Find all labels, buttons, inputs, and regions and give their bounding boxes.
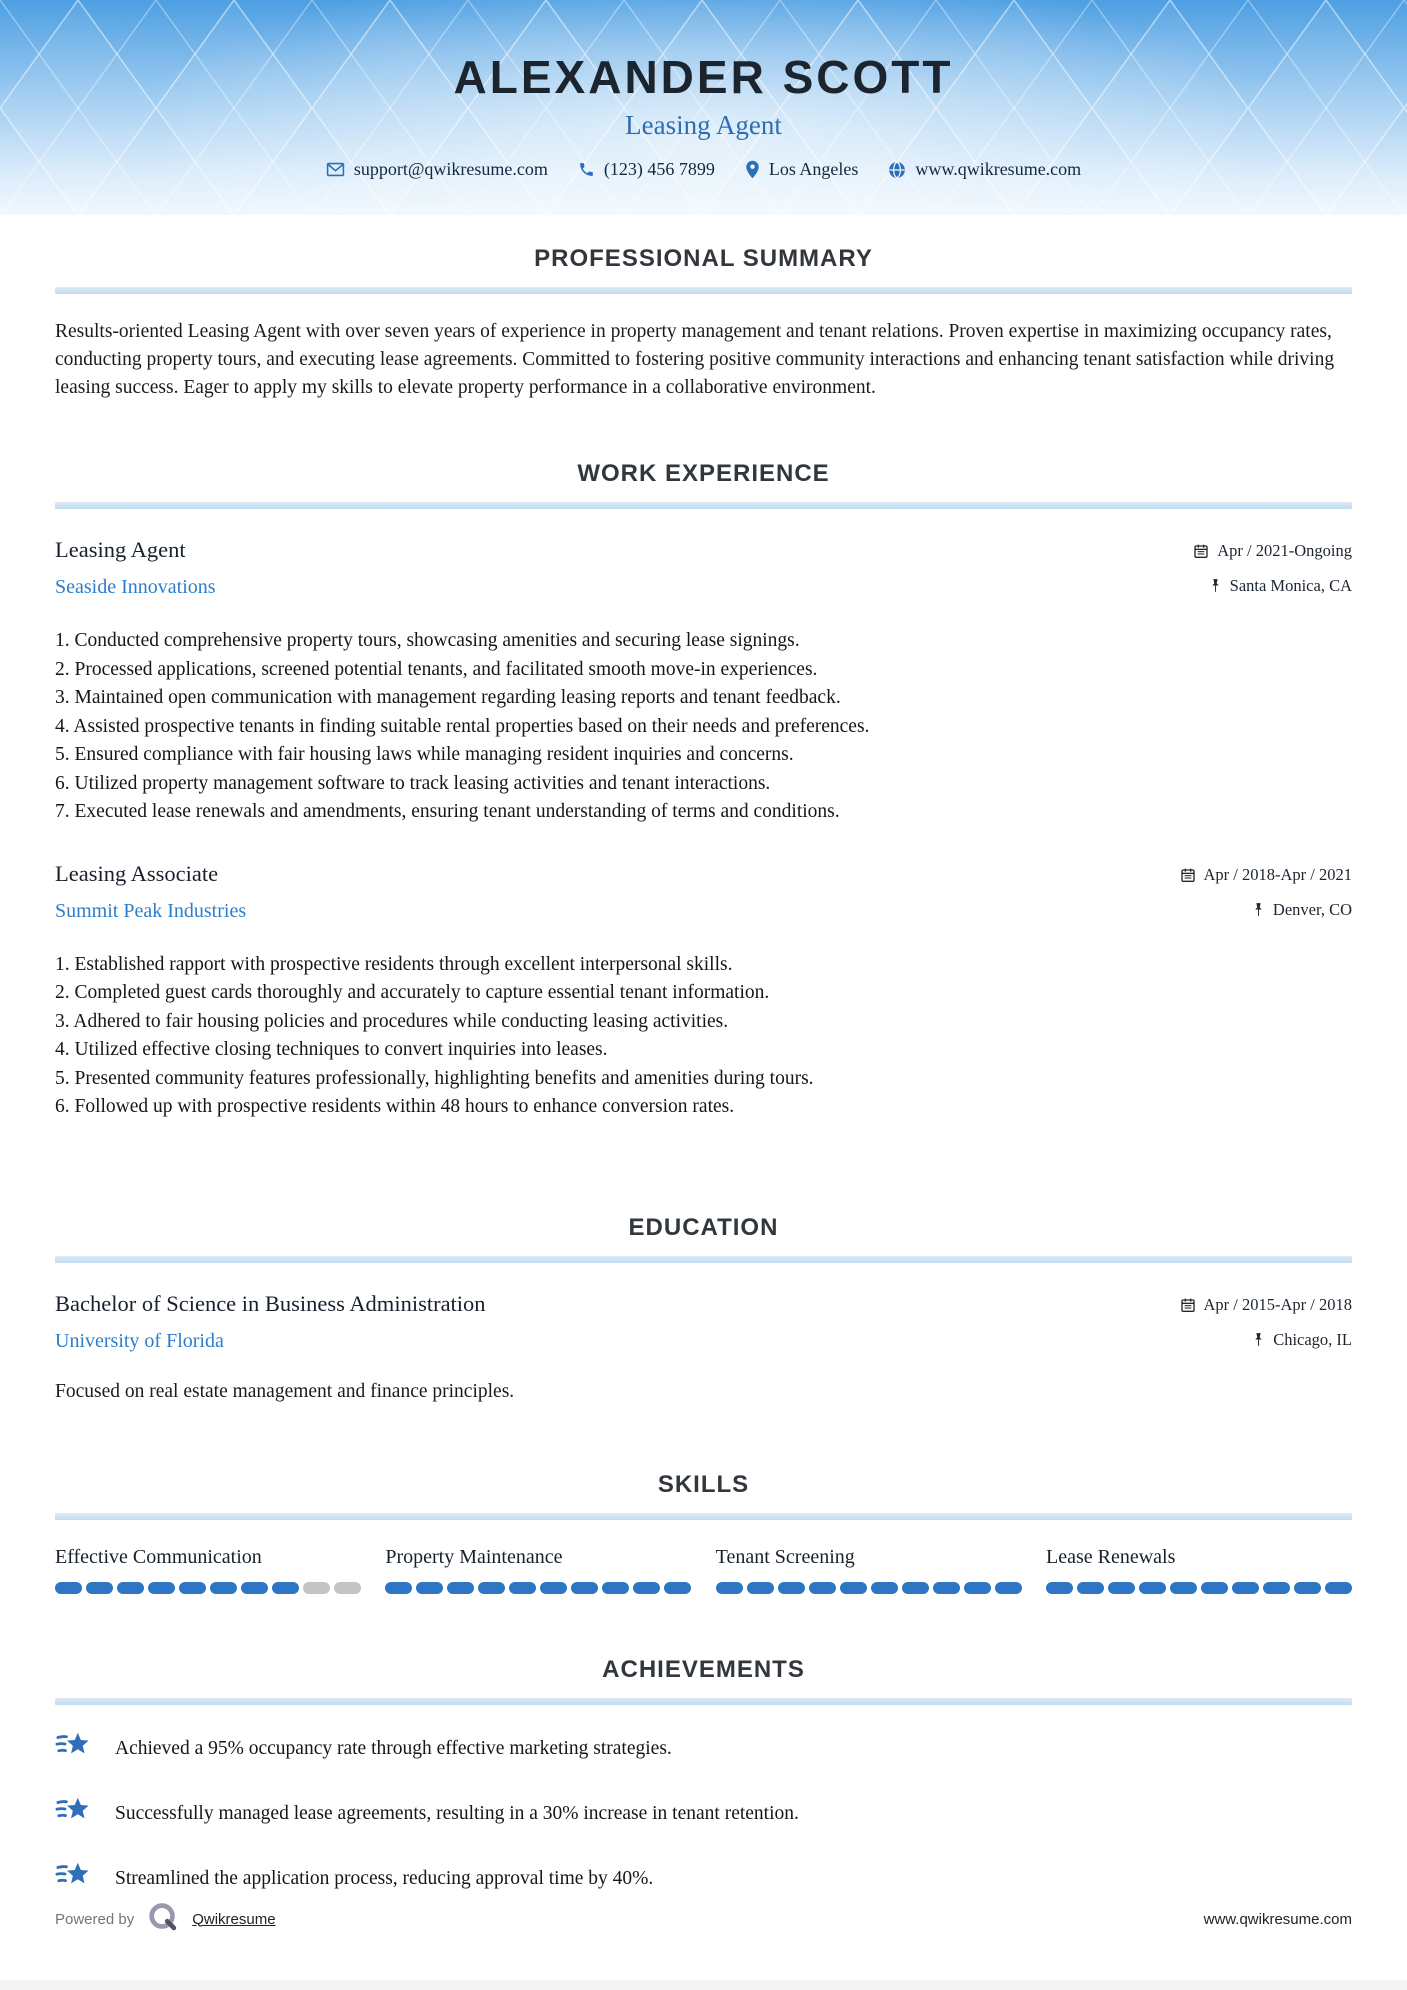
- skill-label: Lease Renewals: [1045, 1545, 1176, 1568]
- calendar-icon: [1180, 867, 1196, 883]
- contact-phone[interactable]: [578, 159, 715, 180]
- skill-item: [55, 1546, 361, 1594]
- skill-bar-segment: [747, 1582, 774, 1594]
- pushpin-icon: [1252, 1332, 1265, 1348]
- achievement-item: [55, 1859, 1352, 1900]
- education-dates: [1132, 1295, 1352, 1315]
- contact-location-text: Los Angeles: [768, 159, 859, 179]
- education-dates-text: Apr / 2015-Apr / 2018: [1203, 1294, 1352, 1314]
- skill-bar-segment: [148, 1582, 175, 1594]
- job-dates: [1132, 541, 1352, 561]
- shooting-star-icon: [55, 1794, 93, 1835]
- skill-item: [1046, 1546, 1352, 1594]
- education-description: Focused on real estate management and finance principles.: [55, 1380, 515, 1402]
- skill-bar-segment: [840, 1582, 867, 1594]
- skills-grid: [55, 1546, 1352, 1594]
- pushpin-icon: [1209, 578, 1222, 594]
- job-duty-item: 6. Followed up with prospective residents within 48 hours to enhance conversion rates.: [55, 1096, 735, 1117]
- skill-bar-segment: [1108, 1582, 1135, 1594]
- job-duty-item: 2. Completed guest cards thoroughly and accurately to capture essential tenant information.: [55, 982, 770, 1003]
- section-divider: [55, 1256, 1352, 1263]
- skill-bar-segment: [716, 1582, 743, 1594]
- skill-item: [385, 1546, 691, 1594]
- contact-email[interactable]: [326, 159, 548, 180]
- skill-bar-segment: [478, 1582, 505, 1594]
- job-location-text: Denver, CO: [1272, 899, 1352, 919]
- location-icon: [745, 160, 760, 179]
- job-duty-item: 4. Utilized effective closing techniques to convert inquiries into leases.: [55, 1039, 608, 1060]
- contact-website-text: www.qwikresume.com: [915, 159, 1082, 179]
- skill-bar-segment: [1170, 1582, 1197, 1594]
- skill-item: [716, 1546, 1022, 1594]
- skill-bar-segment: [416, 1582, 443, 1594]
- job-location: [1132, 576, 1352, 596]
- job-duty-item: 1. Conducted comprehensive property tours, showcasing amenities and securing lease signings.: [55, 630, 800, 651]
- job-duty-item: 3. Maintained open communication with management regarding leasing reports and tenant feedback.: [55, 687, 841, 708]
- skills-heading: SKILLS: [657, 1470, 750, 1498]
- email-icon: [326, 160, 345, 179]
- section-divider: [55, 287, 1352, 294]
- skill-bar: [716, 1582, 1022, 1594]
- skill-bar-segment: [1294, 1582, 1321, 1594]
- education-location-text: Chicago, IL: [1273, 1329, 1352, 1349]
- achievement-item: [55, 1729, 1352, 1770]
- job-duty-item: 2. Processed applications, screened potential tenants, and facilitated smooth move-in experiences.: [55, 658, 818, 680]
- skill-bar-segment: [55, 1582, 82, 1594]
- job-entry: [55, 537, 1352, 827]
- job-dates-text: Apr / 2021-Ongoing: [1217, 541, 1352, 560]
- skill-bar-segment: [778, 1582, 805, 1594]
- job-entry: [55, 861, 1352, 1122]
- shooting-star-icon: [55, 1729, 93, 1770]
- skill-bar-segment: [241, 1582, 268, 1594]
- footer-website-link[interactable]: www.qwikresume.com: [1203, 1910, 1352, 1928]
- job-duty-item: 4. Assisted prospective tenants in finding suitable rental properties based on their needs and preferences.: [55, 715, 870, 737]
- phone-icon: [578, 161, 595, 178]
- skill-bar-segment: [1201, 1582, 1228, 1594]
- pushpin-icon: [1252, 902, 1265, 918]
- page-footer: [55, 1900, 1352, 1938]
- skill-bar-segment: [809, 1582, 836, 1594]
- skill-bar-segment: [964, 1582, 991, 1594]
- page-bottom-strip: [0, 1980, 1407, 1990]
- job-title: Leasing Agent: [55, 537, 186, 562]
- powered-by-label: Powered by: [55, 1910, 135, 1928]
- skill-bar-segment: [540, 1582, 567, 1594]
- skill-bar-segment: [1046, 1582, 1073, 1594]
- job-dates-text: Apr / 2018-Apr / 2021: [1203, 864, 1352, 884]
- globe-icon: [888, 161, 906, 179]
- contact-phone-text: (123) 456 7899: [603, 159, 715, 179]
- skill-bar-segment: [602, 1582, 629, 1594]
- job-dates: [1132, 865, 1352, 885]
- qwikresume-brand-link[interactable]: Qwikresume: [192, 1910, 276, 1928]
- job-company-link[interactable]: Seaside Innovations: [55, 576, 216, 598]
- skill-bar-segment: [385, 1582, 412, 1594]
- degree-title: Bachelor of Science in Business Administration: [55, 1290, 486, 1316]
- skill-bar: [55, 1582, 361, 1594]
- education-entry: [55, 1291, 1352, 1403]
- skill-bar-segment: [447, 1582, 474, 1594]
- skill-bar-segment: [633, 1582, 660, 1594]
- skill-bar-segment: [334, 1582, 361, 1594]
- qwikresume-logo-icon: [146, 1900, 180, 1938]
- skill-bar-segment: [1139, 1582, 1166, 1594]
- skill-bar-segment: [1263, 1582, 1290, 1594]
- skill-label: Tenant Screening: [715, 1545, 855, 1568]
- shooting-star-icon: [55, 1859, 93, 1900]
- resume-body: [0, 245, 1407, 1900]
- achievement-text: Successfully managed lease agreements, resulting in a 30% increase in tenant retention.: [115, 1803, 799, 1824]
- skill-bar-segment: [179, 1582, 206, 1594]
- education-location: [1132, 1330, 1352, 1350]
- skill-bar-segment: [509, 1582, 536, 1594]
- skill-bar-segment: [933, 1582, 960, 1594]
- skill-bar-segment: [571, 1582, 598, 1594]
- section-divider: [55, 502, 1352, 509]
- skill-bar-segment: [995, 1582, 1022, 1594]
- skill-bar-segment: [272, 1582, 299, 1594]
- skill-bar-segment: [210, 1582, 237, 1594]
- job-company-link[interactable]: Summit Peak Industries: [55, 899, 247, 922]
- header-banner: [0, 0, 1407, 215]
- skill-bar-segment: [303, 1582, 330, 1594]
- job-title: Leasing Associate: [55, 860, 219, 886]
- person-job-title: Leasing Agent: [625, 110, 782, 140]
- job-duty-item: 6. Utilized property management software to track leasing activities and tenant interactions.: [55, 772, 771, 794]
- skill-bar-segment: [902, 1582, 929, 1594]
- skill-bar-segment: [1325, 1582, 1352, 1594]
- skill-bar-segment: [1232, 1582, 1259, 1594]
- skill-bar: [1046, 1582, 1352, 1594]
- job-duty-item: 5. Presented community features professionally, highlighting benefits and amenities during tours.: [55, 1067, 814, 1089]
- skill-bar-segment: [117, 1582, 144, 1594]
- skill-bar-segment: [871, 1582, 898, 1594]
- education-heading: EDUCATION: [628, 1213, 779, 1241]
- job-duty-list: [55, 951, 1352, 1122]
- experience-heading: WORK EXPERIENCE: [577, 460, 830, 487]
- summary-heading: PROFESSIONAL SUMMARY: [534, 245, 873, 272]
- job-duty-list: [55, 627, 1352, 827]
- contact-location: [745, 159, 859, 180]
- job-duty-item: 1. Established rapport with prospective residents through excellent interpersonal skills.: [55, 953, 733, 975]
- section-divider: [55, 1698, 1352, 1705]
- skill-bar-segment: [86, 1582, 113, 1594]
- section-divider: [55, 1513, 1352, 1520]
- job-duty-item: 3. Adhered to fair housing policies and procedures while conducting leasing activities.: [55, 1010, 729, 1032]
- contact-website[interactable]: [888, 159, 1081, 180]
- skill-bar-segment: [1077, 1582, 1104, 1594]
- job-duty-item: 7. Executed lease renewals and amendments, ensuring tenant understanding of terms and conditions.: [55, 801, 840, 822]
- skill-label: Effective Communication: [55, 1545, 262, 1568]
- job-duty-item: 5. Ensured compliance with fair housing laws while managing resident inquiries and concerns.: [55, 744, 794, 765]
- achievements-heading: ACHIEVEMENTS: [602, 1655, 805, 1683]
- achievement-text: Achieved a 95% occupancy rate through effective marketing strategies.: [115, 1738, 672, 1759]
- achievement-text: Streamlined the application process, reducing approval time by 40%.: [115, 1868, 654, 1889]
- job-location-text: Santa Monica, CA: [1229, 576, 1352, 595]
- contact-email-text: support@qwikresume.com: [353, 159, 548, 179]
- school-link[interactable]: University of Florida: [55, 1329, 224, 1352]
- skill-bar: [385, 1582, 691, 1594]
- person-name: ALEXANDER SCOTT: [453, 51, 954, 103]
- skill-label: Property Maintenance: [385, 1545, 563, 1568]
- job-location: [1132, 900, 1352, 920]
- calendar-icon: [1193, 543, 1209, 559]
- summary-paragraph: Results-oriented Leasing Agent with over seven years of experience in property management and tenant relations. Proven expertise in maximizing occupancy rates, conducting property tours, and executing lease agreements. Committed to fostering positive community interactions and enhancing tenant satisfaction while driving leasing success. Eager to apply my skills to elevate property performance in a collaborative environment.: [55, 321, 1335, 398]
- skill-bar-segment: [664, 1582, 691, 1594]
- achievement-item: [55, 1794, 1352, 1835]
- calendar-icon: [1180, 1297, 1196, 1313]
- contact-row: [0, 159, 1407, 180]
